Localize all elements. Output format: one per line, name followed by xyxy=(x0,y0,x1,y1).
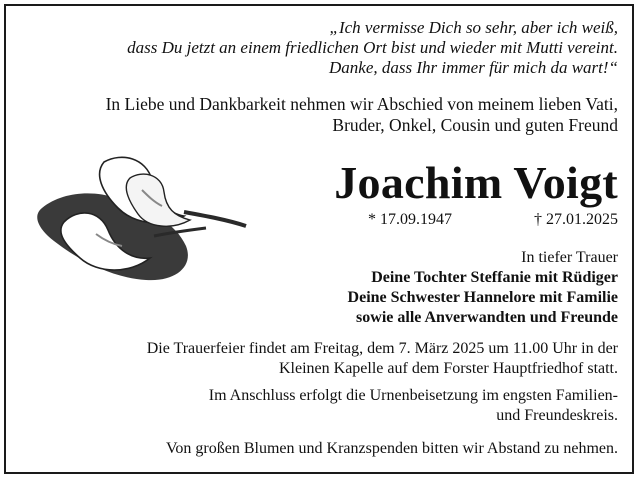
mourner-line: Deine Tochter Steffanie mit Rüdiger xyxy=(371,269,618,286)
deceased-name: Joachim Voigt xyxy=(334,157,618,208)
mourners-block xyxy=(348,248,618,328)
quote-line: Danke, dass Ihr immer für mich da wart!“ xyxy=(329,58,618,77)
ceremony-line: Die Trauerfeier findet am Freitag, dem 7. März 2025 um 11.00 Uhr in der xyxy=(146,340,618,357)
intro-line: Bruder, Onkel, Cousin und guten Freund xyxy=(332,115,618,135)
death-date: † 27.01.2025 xyxy=(534,211,618,228)
ceremony-info xyxy=(147,339,618,379)
urn-burial-info xyxy=(209,386,618,426)
flower-request-line: Von großen Blumen und Kranzspenden bitten wir Abstand zu nehmen. xyxy=(165,440,618,457)
quote-line: dass Du jetzt an einem friedlichen Ort bist und wieder mit Mutti vereint. xyxy=(127,38,618,57)
life-dates xyxy=(368,210,618,230)
flower-request xyxy=(166,439,618,459)
intro-line: In Liebe und Dankbarkeit nehmen wir Abschied von meinem lieben Vati, xyxy=(105,94,618,114)
farewell-intro xyxy=(106,94,618,136)
birth-date: * 17.09.1947 xyxy=(368,211,452,228)
mourner-line: sowie alle Anverwandten und Freunde xyxy=(356,309,618,326)
calla-lily-icon xyxy=(34,150,254,288)
quote-line: „Ich vermisse Dich so sehr, aber ich weiß, xyxy=(329,18,618,37)
ceremony-line: Kleinen Kapelle auf dem Forster Hauptfriedhof statt. xyxy=(279,360,618,377)
mourner-line: Deine Schwester Hannelore mit Familie xyxy=(347,289,618,306)
memorial-quote xyxy=(127,18,618,78)
urn-line: und Freundeskreis. xyxy=(496,407,618,424)
flower-stem xyxy=(184,212,246,226)
urn-line: Im Anschluss erfolgt die Urnenbeisetzung im engsten Familien- xyxy=(208,387,618,404)
mourners-intro: In tiefer Trauer xyxy=(521,249,618,266)
